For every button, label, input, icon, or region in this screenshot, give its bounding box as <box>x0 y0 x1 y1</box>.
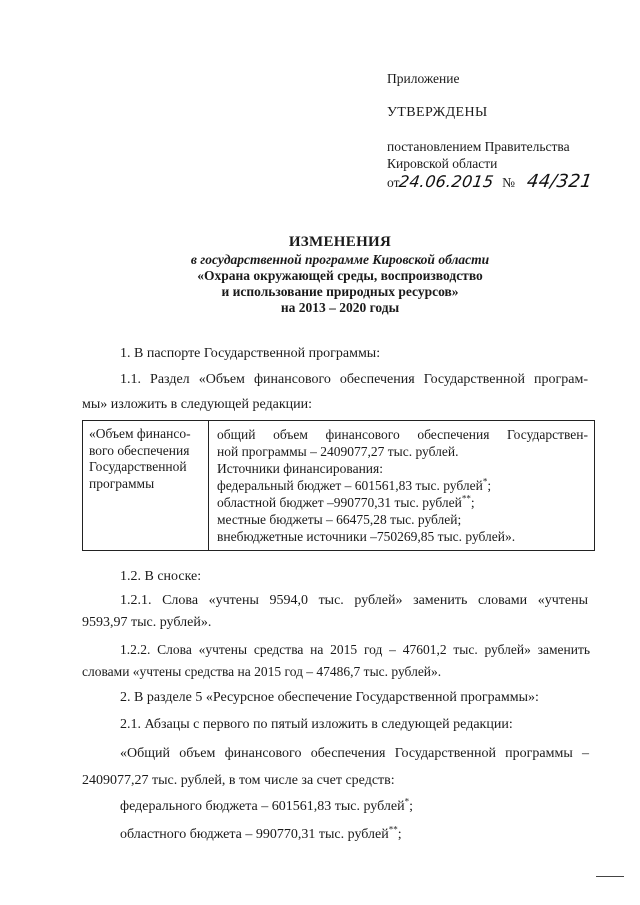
scan-edge-mark <box>596 876 624 877</box>
regional-budget-text: областного бюджета – 990770,31 тыс. рублей <box>120 827 389 842</box>
footnote-mark: * <box>482 476 488 487</box>
title-line-2: «Охрана окружающей среды, воспроизводство <box>197 268 483 283</box>
paragraph-1-1-line-2: мы» изложить в следующей редакции: <box>82 397 313 412</box>
document-title <box>40 234 640 316</box>
appendix-label: Приложение <box>387 71 460 86</box>
value-line: внебюджетные источники –750269,85 тыс. рублей». <box>217 529 516 544</box>
paragraph-2: 2. В разделе 5 «Ресурсное обеспечение Государственной программы»: <box>120 690 539 705</box>
value-line-regional <box>217 494 588 511</box>
handwritten-number: 44/321 <box>525 171 594 192</box>
regional-budget-text: областной бюджет –990770,31 тыс. рублей <box>217 495 462 510</box>
financing-table-label-cell <box>83 421 209 550</box>
title-line-3: и использование природных ресурсов» <box>221 284 459 299</box>
federal-budget-line <box>120 798 413 816</box>
number-sign: № <box>502 175 515 190</box>
regional-budget-line <box>120 826 402 844</box>
title-line-4: на 2013 – 2020 годы <box>280 300 400 315</box>
paragraph-1-2-1-line-1: 1.2.1. Слова «учтены 9594,0 тыс. рублей» заменить словами «учтены <box>120 593 588 608</box>
federal-budget-text: федеральный бюджет – 601561,83 тыс. рублей <box>217 478 483 493</box>
title-line-1: в государственной программе Кировской области <box>190 252 490 267</box>
line-end: ; <box>487 478 492 493</box>
value-line: местные бюджеты – 66475,28 тыс. рублей; <box>217 512 462 527</box>
paragraph-1-2: 1.2. В сноске: <box>120 569 202 584</box>
approved-label: УТВЕРЖДЕНЫ <box>387 105 488 120</box>
value-line: Источники финансирования: <box>217 461 383 476</box>
line-end: ; <box>409 799 413 814</box>
value-line: общий объем финансового обеспечения Государствен- <box>217 427 588 442</box>
paragraph-1: 1. В паспорте Государственной программы: <box>120 346 381 361</box>
footnote-mark: ** <box>388 824 398 835</box>
financing-table <box>82 420 595 551</box>
decree-line: постановлением Правительства <box>387 139 570 154</box>
paragraph-1-2-2-line-2: словами «учтены средства на 2015 год – 47486,7 тыс. рублей». <box>82 664 442 679</box>
paragraph-1-2-2-line-1: 1.2.2. Слова «учтены средства на 2015 год – 47601,2 тыс. рублей» заменить <box>120 642 590 657</box>
financing-table-value-cell <box>210 421 594 555</box>
label-line: вого обеспечения <box>89 442 190 458</box>
footnote-mark: * <box>404 796 410 807</box>
date-number-line <box>387 173 627 191</box>
label-line: Государственной <box>89 459 187 474</box>
paragraph-2-quote-line-2: 2409077,27 тыс. рублей, в том числе за счет средств: <box>82 773 395 788</box>
handwritten-date: 24.06.2015 <box>398 172 496 191</box>
footnote-mark: ** <box>461 493 471 504</box>
label-line: программы <box>89 475 155 491</box>
label-line: «Объем финансо- <box>89 426 191 441</box>
paragraph-2-1: 2.1. Абзацы с первого по пятый изложить в следующей редакции: <box>120 717 513 732</box>
date-prefix: от <box>387 175 400 190</box>
line-end: ; <box>397 827 402 842</box>
value-line: ной программы – 2409077,27 тыс. рублей. <box>217 444 459 459</box>
approval-stamp <box>387 70 627 191</box>
federal-budget-text: федерального бюджета – 601561,83 тыс. рублей <box>120 799 405 814</box>
value-line-federal <box>217 477 588 494</box>
paragraph-1-1-line-1: 1.1. Раздел «Объем финансового обеспечения Государственной програм- <box>120 372 588 387</box>
region-line: Кировской области <box>387 156 498 171</box>
paragraph-1-2-1-line-2: 9593,97 тыс. рублей». <box>82 615 212 630</box>
paragraph-2-quote-line-1: «Общий объем финансового обеспечения Государственной программы – <box>120 746 589 761</box>
title-heading: ИЗМЕНЕНИЯ <box>288 234 392 250</box>
line-end: ; <box>470 495 475 510</box>
